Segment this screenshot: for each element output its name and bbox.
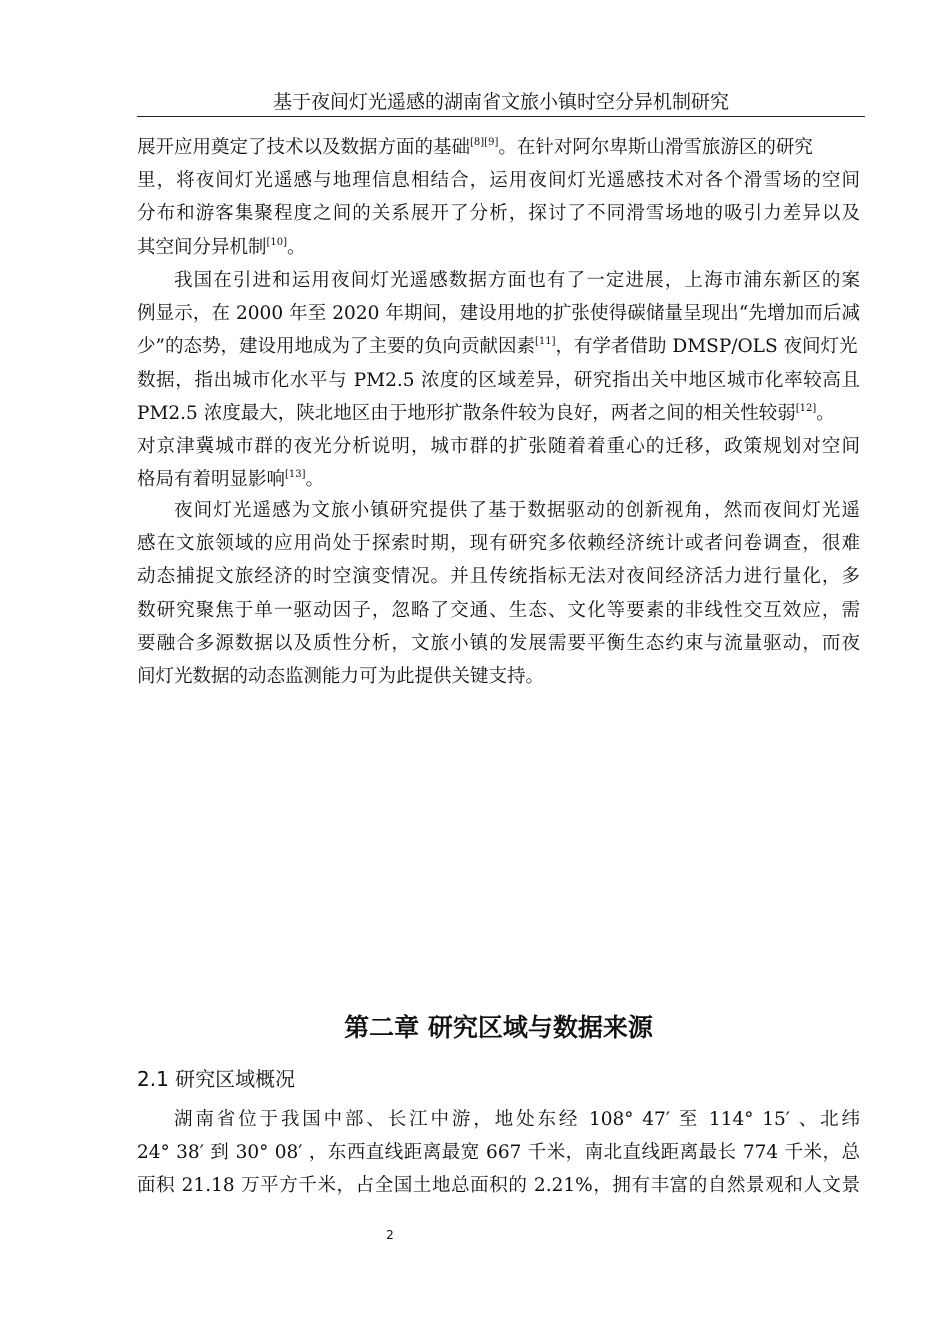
text-line: 里，将夜间灯光遥感与地理信息相结合，运用夜间灯光遥感技术对各个滑雪场的空间 xyxy=(137,170,860,192)
text-line: 间灯光数据的动态监测能力可为此提供关键支持。 xyxy=(137,666,545,688)
text-line: PM2.5 浓度最大，陕北地区由于地形扩散条件较为良好，两者之间的相关性较弱[12]。 xyxy=(137,402,835,424)
citation-ref[interactable]: [10] xyxy=(266,236,288,248)
paragraph-4 xyxy=(137,1103,860,1203)
text-line: 夜间灯光遥感为文旅小镇研究提供了基于数据驱动的创新视角，然而夜间灯光遥 xyxy=(174,500,860,521)
citation-ref[interactable]: [11] xyxy=(534,336,556,348)
text-line: 感在文旅领域的应用尚处于探索时期，现有研究多依赖经济统计或者问卷调查，很难 xyxy=(137,533,860,555)
text-line: 要融合多源数据以及质性分析，文旅小镇的发展需要平衡生态约束与流量驱动，而夜 xyxy=(137,632,860,654)
text-line: 展开应用奠定了技术以及数据方面的基础[8][9]。在针对阿尔卑斯山滑雪旅游区的研究 xyxy=(137,137,813,158)
paragraph-1 xyxy=(137,131,860,264)
text-line: 湖南省位于我国中部、长江中游，地处东经 108° 47′ 至 114° 15′ 、北纬 xyxy=(174,1109,860,1130)
header-rule xyxy=(137,116,865,117)
text-line: 例显示，在 2000 年至 2020 年期间，建设用地的扩张使得碳储量呈现出“先增加而后减 xyxy=(137,303,860,325)
text-line: 格局有着明显影响[13]。 xyxy=(137,469,325,491)
section-heading: 2.1 研究区域概况 xyxy=(137,1067,296,1091)
text-line: 面积 21.18 万平方千米，占全国土地总面积的 2.21%，拥有丰富的自然景观和人文景 xyxy=(137,1175,860,1197)
text-line: 数据，指出城市化水平与 PM2.5 浓度的区域差异，研究指出关中地区城市化率较高且 xyxy=(137,369,860,391)
text-line: 动态捕捉文旅经济的时空演变情况。并且传统指标无法对夜间经济活力进行量化，多 xyxy=(137,566,860,588)
text-line: 我国在引进和运用夜间灯光遥感数据方面也有了一定进展，上海市浦东新区的案 xyxy=(174,270,860,291)
citation-ref[interactable]: [12] xyxy=(795,402,817,414)
text-line: 24° 38′ 到 30° 08′ ，东西直线距离最宽 667 千米，南北直线距离最长 774 千米，总 xyxy=(137,1142,860,1164)
text-line: 少”的态势，建设用地成为了主要的负向贡献因素[11]，有学者借助 DMSP/OLS 夜间灯光 xyxy=(137,336,858,358)
citation-ref[interactable]: [8][9] xyxy=(470,137,499,148)
chapter-title: 第二章 研究区域与数据来源 xyxy=(344,1013,653,1042)
paragraph-2 xyxy=(137,264,860,496)
running-header: 基于夜间灯光遥感的湖南省文旅小镇时空分异机制研究 xyxy=(272,91,729,113)
citation-ref[interactable]: [13] xyxy=(285,469,306,481)
text-line: 对京津冀城市群的夜光分析说明，城市群的扩张随着着重心的迁移，政策规划对空间 xyxy=(137,436,860,458)
page-number: 2 xyxy=(386,1228,394,1242)
text-line: 其空间分异机制[10]。 xyxy=(137,236,306,258)
paragraph-3 xyxy=(137,494,860,693)
text-line: 数研究聚焦于单一驱动因子，忽略了交通、生态、文化等要素的非线性交互效应，需 xyxy=(137,599,860,621)
text-line: 分布和游客集聚程度之间的关系展开了分析，探讨了不同滑雪场地的吸引力差异以及 xyxy=(137,203,860,225)
